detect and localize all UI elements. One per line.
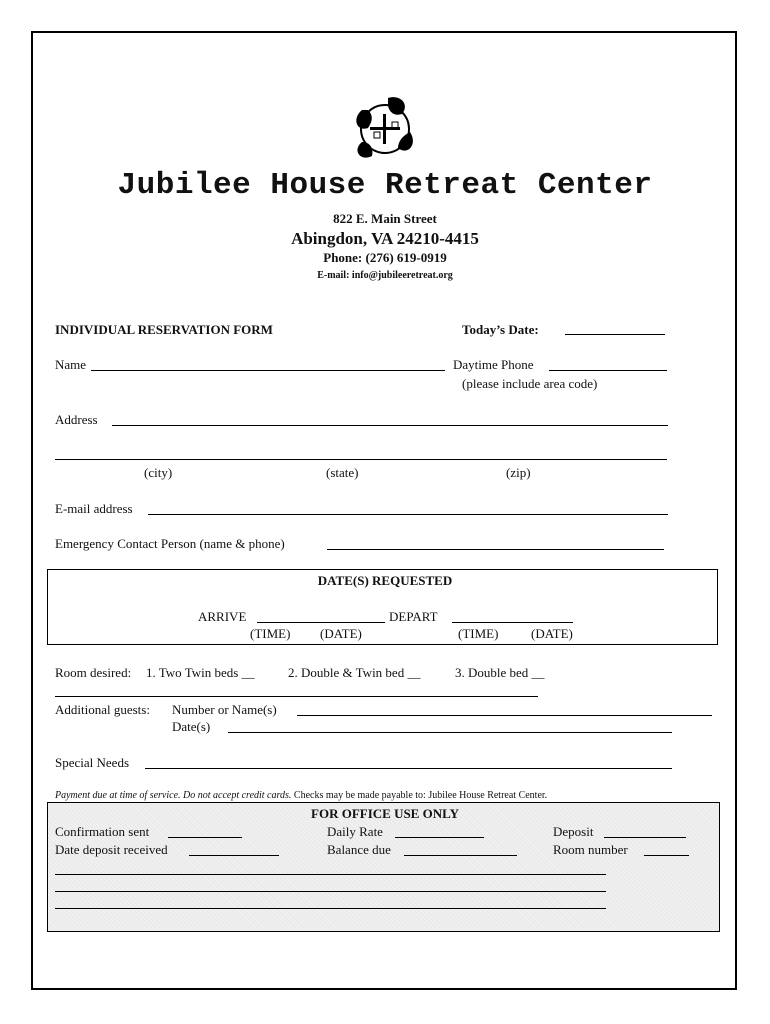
email-address-field[interactable] [148, 514, 668, 515]
special-needs-label: Special Needs [55, 755, 130, 770]
address-label: Address [55, 412, 98, 427]
arrive-date-label: (DATE) [320, 626, 362, 641]
deposit-field[interactable] [604, 837, 686, 838]
name-label: Name [55, 357, 87, 372]
balance-due-field[interactable] [404, 855, 517, 856]
additional-guests-label: Additional guests: [55, 702, 150, 717]
room-option-double-twin[interactable]: 2. Double & Twin bed __ [288, 665, 421, 680]
state-label: (state) [326, 465, 359, 480]
street-address: 822 E. Main Street [333, 211, 437, 226]
guests-number-label: Number or Name(s) [172, 702, 277, 717]
room-number-label: Room number [553, 842, 628, 857]
depart-label: DEPART [389, 609, 438, 624]
room-desired-label: Room desired: [55, 665, 132, 680]
todays-date-label: Today’s Date: [462, 322, 539, 337]
guests-number-field[interactable] [297, 715, 712, 716]
payment-note [55, 790, 547, 801]
email-address-label: E-mail address [55, 501, 133, 516]
dates-requested-title: DATE(S) REQUESTED [317, 573, 453, 588]
office-use-title: FOR OFFICE USE ONLY [311, 806, 459, 821]
payment-italic-note: Payment due at time of service. Do not accept credit cards. [55, 790, 292, 801]
city-label: (city) [144, 465, 173, 480]
email-address: E-mail: info@jubileeretreat.org [317, 270, 453, 281]
depart-field[interactable] [452, 622, 573, 623]
date-deposit-received-label: Date deposit received [55, 842, 168, 857]
jubilee-logo-icon [348, 92, 422, 166]
special-needs-field[interactable] [145, 768, 672, 769]
daytime-phone-label: Daytime Phone [453, 357, 534, 372]
address-field[interactable] [112, 425, 668, 426]
arrive-field[interactable] [257, 622, 385, 623]
todays-date-field[interactable] [565, 334, 665, 335]
confirmation-sent-label: Confirmation sent [55, 824, 150, 839]
arrive-label: ARRIVE [198, 609, 247, 624]
org-name: Jubilee House Retreat Center [117, 168, 653, 203]
daily-rate-field[interactable] [395, 837, 484, 838]
address-line-2-field[interactable] [55, 459, 667, 460]
date-deposit-received-field[interactable] [189, 855, 279, 856]
office-notes-line-3[interactable] [55, 908, 606, 909]
depart-date-label: (DATE) [531, 626, 573, 641]
office-notes-line-1[interactable] [55, 874, 606, 875]
area-code-note: (please include area code) [462, 376, 598, 391]
city-state-zip: Abingdon, VA 24210-4415 [291, 229, 479, 248]
arrive-time-label: (TIME) [250, 626, 291, 641]
daytime-phone-field[interactable] [549, 370, 667, 371]
guests-dates-label: Date(s) [172, 719, 211, 734]
office-notes-line-2[interactable] [55, 891, 606, 892]
room-option-two-twin[interactable]: 1. Two Twin beds __ [146, 665, 255, 680]
confirmation-sent-field[interactable] [168, 837, 242, 838]
room-number-field[interactable] [644, 855, 689, 856]
phone-number: Phone: (276) 619-0919 [323, 250, 447, 265]
room-extra-line[interactable] [55, 696, 538, 697]
guests-dates-field[interactable] [228, 732, 672, 733]
emergency-contact-field[interactable] [327, 549, 664, 550]
daily-rate-label: Daily Rate [327, 824, 383, 839]
deposit-label: Deposit [553, 824, 594, 839]
emergency-contact-label: Emergency Contact Person (name & phone) [55, 536, 285, 551]
balance-due-label: Balance due [327, 842, 391, 857]
name-field[interactable] [91, 370, 445, 371]
depart-time-label: (TIME) [458, 626, 499, 641]
form-title: INDIVIDUAL RESERVATION FORM [55, 322, 273, 337]
room-option-double[interactable]: 3. Double bed __ [455, 665, 545, 680]
checks-note: Checks may be made payable to: Jubilee House Retreat Center. [291, 790, 548, 801]
zip-label: (zip) [506, 465, 531, 480]
